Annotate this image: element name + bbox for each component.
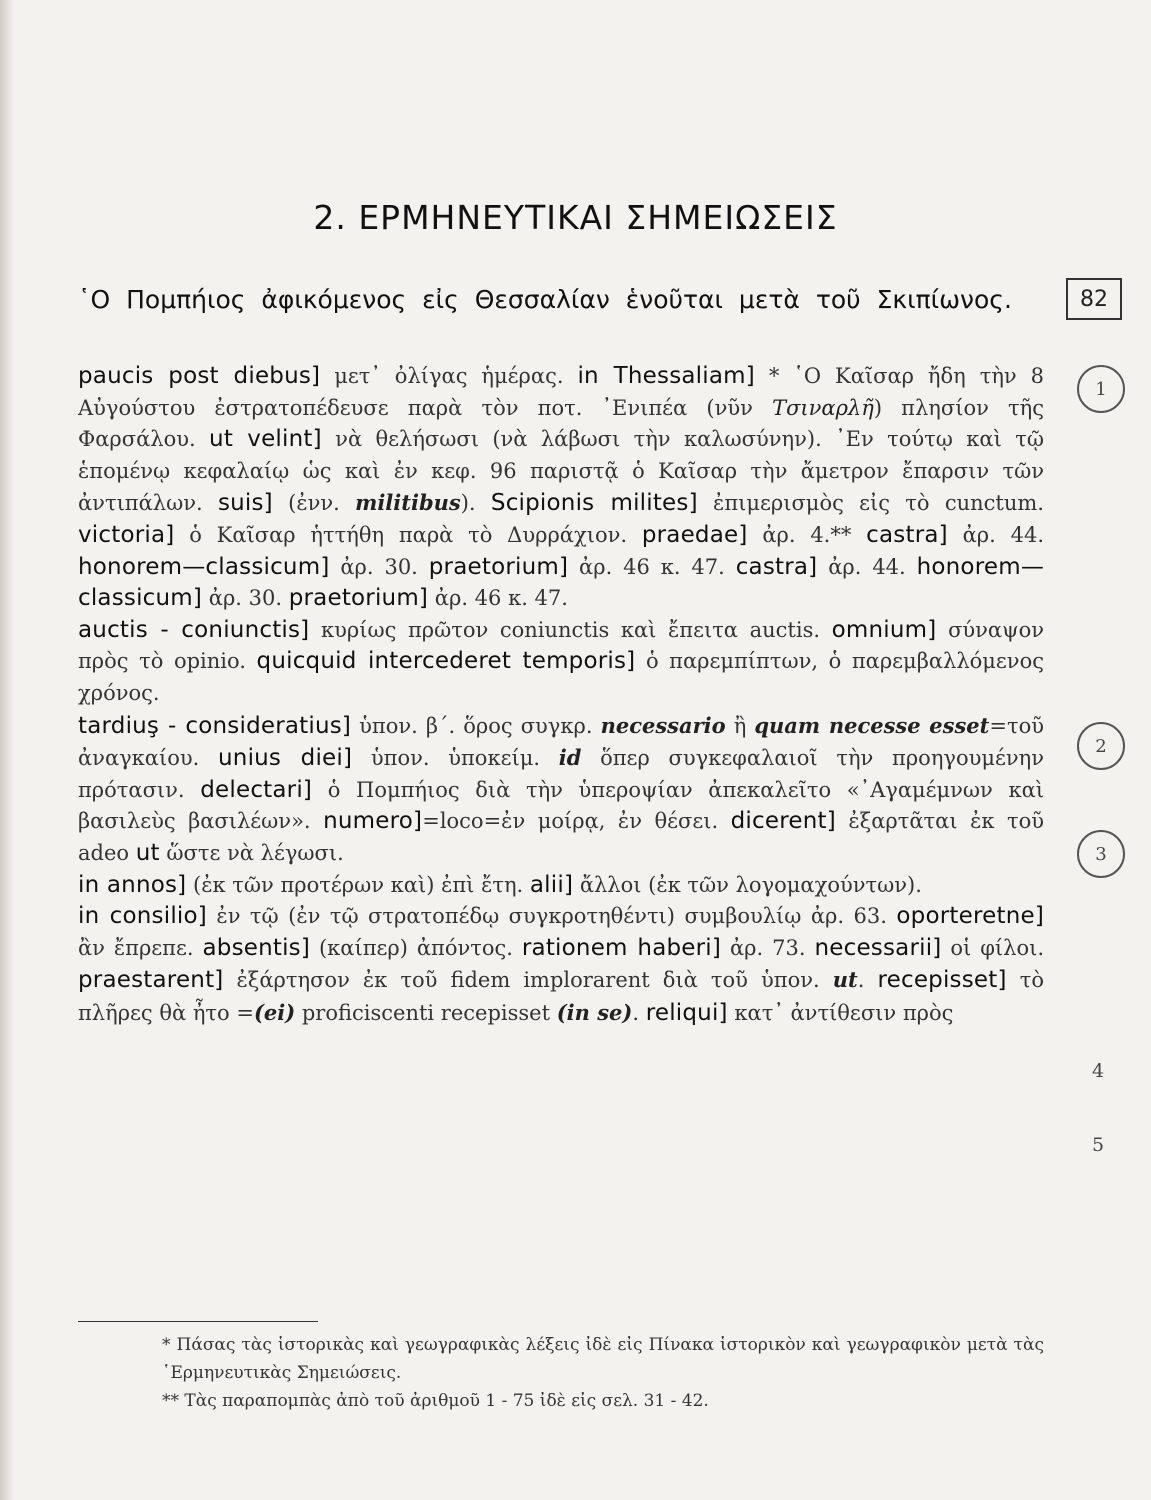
lemma: necessarii] bbox=[814, 934, 942, 961]
lemma: in consilio] bbox=[78, 903, 207, 930]
commentary-text: ). bbox=[460, 491, 491, 516]
commentary-text: (καίπερ) ἀπόντος. bbox=[310, 935, 522, 960]
lemma: praetorium] bbox=[428, 553, 569, 580]
lemma: praedae] bbox=[641, 521, 748, 548]
commentary-text: ἀρ. 44. bbox=[947, 522, 1045, 547]
footnote-2: ** Τὰς παραπομπὰς ἀπὸ τοῦ ἀριθμοῦ 1 - 75 ἰδὲ εἰς σελ. 31 - 42. bbox=[162, 1391, 709, 1411]
footnotes bbox=[78, 1331, 1044, 1415]
commentary-text: ἐξαρτᾶται ἐκ τοῦ adeo bbox=[78, 809, 1045, 865]
lemma: delectari] bbox=[200, 776, 313, 803]
section-number-4: 4 bbox=[1092, 1060, 1105, 1082]
lemma: in annos] bbox=[78, 871, 187, 898]
lemma: ut bbox=[135, 839, 160, 866]
lemma: unius diei] bbox=[218, 745, 353, 772]
commentary-text: (ἐνν. bbox=[272, 491, 356, 516]
commentary-paragraph bbox=[78, 615, 1044, 710]
commentary-text: ὑπον. ὑποκείμ. bbox=[352, 746, 559, 771]
commentary-text: ὥστε νὰ λέγωσι. bbox=[159, 840, 344, 865]
commentary-paragraph bbox=[78, 710, 1044, 870]
commentary-text: (ἐκ τῶν προτέρων καὶ) ἐπὶ ἔτη. bbox=[186, 872, 530, 897]
commentary-text: (in se) bbox=[556, 999, 633, 1025]
commentary-text: ἐν τῷ (ἐν τῷ στρατοπέδῳ συγκροτηθέντι) συμβουλίῳ ἀρ. 63. bbox=[206, 904, 897, 929]
lemma: Scipionis milites] bbox=[490, 490, 698, 517]
commentary-text: ὅπερ συγκεφαλαιοῖ τὴν προηγουμένην πρότασιν. bbox=[78, 746, 1044, 802]
commentary-text: ὁ Πομπήιος διὰ τὴν ὑπεροψίαν ἀπεκαλεῖτο «᾿Αγαμέμνων καὶ βασιλεὺς βασιλέων». bbox=[78, 777, 1044, 834]
lemma: absentis] bbox=[202, 934, 311, 961]
lemma: dicerent] bbox=[730, 808, 836, 835]
commentary-body bbox=[78, 361, 1044, 1029]
commentary-text: ἄλλοι (ἐκ τῶν λογομαχούντων). bbox=[573, 872, 922, 897]
commentary-text: ἢ bbox=[725, 713, 755, 738]
section-number-5: 5 bbox=[1092, 1134, 1105, 1156]
commentary-text: =τοῦ ἀναγκαίου. bbox=[78, 713, 1044, 771]
commentary-text: ἀρ. 30. bbox=[202, 586, 289, 611]
commentary-text: ἀρ. 46 κ. 47. bbox=[568, 554, 736, 579]
commentary-paragraph bbox=[78, 870, 1044, 902]
commentary-text: ut bbox=[832, 967, 858, 993]
section-heading: 2. ΕΡΜΗΝΕΥΤΙΚΑΙ ΣΗΜΕΙΩΣΕΙΣ bbox=[313, 198, 838, 237]
commentary-text: quam necesse esset bbox=[754, 712, 990, 738]
commentary-text: οἱ φίλοι. bbox=[941, 935, 1045, 960]
lemma: omnium] bbox=[831, 616, 937, 643]
commentary-text: . bbox=[857, 968, 878, 993]
lemma: recepisset] bbox=[877, 967, 1007, 994]
commentary-text: proficiscenti recepisset bbox=[295, 1000, 557, 1025]
commentary-text: ἀρ. 44. bbox=[817, 554, 917, 579]
commentary-text: ἂν ἔπρεπε. bbox=[78, 935, 203, 960]
lemma: castra] bbox=[866, 521, 948, 548]
commentary-text: ἐξάρτησον ἐκ τοῦ fidem implorarent διὰ τοῦ ὑπον. bbox=[223, 968, 833, 993]
commentary-text: necessario bbox=[600, 712, 726, 738]
commentary-text: ἀρ. 4.** bbox=[747, 522, 867, 547]
commentary-paragraph bbox=[78, 361, 1044, 615]
commentary-text: ὁ Καῖσαρ ἡττήθη παρὰ τὸ Δυρράχιον. bbox=[174, 522, 642, 547]
commentary-text: κυρίως πρῶτον coniunctis καὶ ἔπειτα auctis. bbox=[309, 617, 832, 642]
lemma: suis] bbox=[217, 490, 273, 517]
commentary-text: (ei) bbox=[253, 999, 296, 1025]
chapter-number-box: 82 bbox=[1066, 278, 1122, 320]
lemma: reliqui] bbox=[645, 999, 728, 1026]
commentary-text: * ῾Ο Καῖσαρ ἤδη τὴν 8 Αὐγούστου ἐστρατοπέδευσε παρὰ τὸν ποτ. ᾿Ενιπέα (νῦν bbox=[78, 364, 1044, 420]
commentary-text: νὰ θελήσωσι (νὰ λάβωσι τὴν καλωσύνην). ᾿Εν τούτῳ καὶ τῷ ἑπομένῳ κεφαλαίῳ ὡς καὶ ἐν κεφ. 96 παριστᾷ ὁ Καῖσαρ τὴν ἄμετρον ἔπαρσιν τῶν ἀντιπάλων. bbox=[78, 427, 1044, 516]
lemma: honorem—classicum] bbox=[78, 553, 330, 580]
lemma: castra] bbox=[735, 553, 818, 580]
lemma: in Thessaliam] bbox=[577, 363, 755, 389]
lemma: praetorium] bbox=[288, 585, 429, 612]
commentary-text: μετ᾽ ὀλίγας ἡμέρας. bbox=[320, 364, 578, 388]
commentary-text: ὑπον. β΄. ὅρος συγκρ. bbox=[351, 713, 601, 738]
lemma: ut velint] bbox=[209, 426, 322, 453]
lemma: honorem—classicum] bbox=[78, 553, 1045, 612]
section-marker-3: 3 bbox=[1077, 830, 1125, 878]
lemma: victoria] bbox=[78, 521, 175, 548]
commentary-text: militibus bbox=[355, 490, 461, 516]
commentary-paragraph bbox=[78, 901, 1044, 1029]
commentary-text: ἀρ. 46 κ. 47. bbox=[428, 586, 568, 611]
section-marker-1: 1 bbox=[1077, 365, 1125, 413]
commentary-text: κατ᾽ ἀντίθεσιν πρὸς bbox=[727, 1000, 954, 1025]
footnote-rule bbox=[78, 1321, 318, 1322]
lemma: oporteretne] bbox=[896, 903, 1044, 930]
lemma: alii] bbox=[529, 871, 574, 898]
lemma: tardiuş - consideratius] bbox=[78, 712, 352, 739]
lemma: auctis - coniunctis] bbox=[78, 616, 310, 643]
lemma: quicquid intercederet temporis] bbox=[256, 648, 636, 675]
commentary-text: . bbox=[632, 1000, 646, 1025]
lemma: numero] bbox=[323, 808, 423, 835]
commentary-text: =loco=ἐν μοίρᾳ, ἐν θέσει. bbox=[422, 809, 731, 834]
commentary-text: ἀρ. 73. bbox=[721, 935, 815, 960]
lemma: praestarent] bbox=[78, 967, 224, 994]
commentary-text: σύναψον πρὸς τὸ opinio. bbox=[78, 617, 1044, 674]
commentary-text: ἀρ. 30. bbox=[329, 554, 429, 579]
section-marker-2: 2 bbox=[1077, 722, 1125, 770]
footnote-1: * Πάσας τὰς ἱστορικὰς καὶ γεωγραφικὰς λέξεις ἰδὲ εἰς Πίνακα ἱστορικὸν καὶ γεωγραφικὸν μετὰ τὰς ῾Ερμηνευτικὰς Σημειώσεις. bbox=[162, 1335, 1044, 1383]
lemma: rationem haberi] bbox=[521, 934, 722, 961]
commentary-text: ὁ παρεμπίπτων, ὁ παρεμβαλλόμενος χρόνος. bbox=[78, 649, 1044, 705]
lemma: paucis post diebus] bbox=[78, 363, 321, 389]
commentary-text: ἐπιμερισμὸς εἰς τὸ cunctum. bbox=[697, 491, 1044, 516]
commentary-text: Τσιναρλῆ bbox=[772, 395, 874, 420]
commentary-text: τὸ πλῆρες θὰ ἦτο = bbox=[78, 968, 1044, 1025]
commentary-text: ) πλησίον τῆς Φαρσάλου. bbox=[78, 395, 1044, 452]
commentary-text: id bbox=[558, 745, 582, 771]
chapter-summary: ῾Ο Πομπήιος ἀφικόμενος εἰς Θεσσαλίαν ἑνοῦται μετὰ τοῦ Σκιπίωνος. bbox=[78, 285, 1012, 314]
